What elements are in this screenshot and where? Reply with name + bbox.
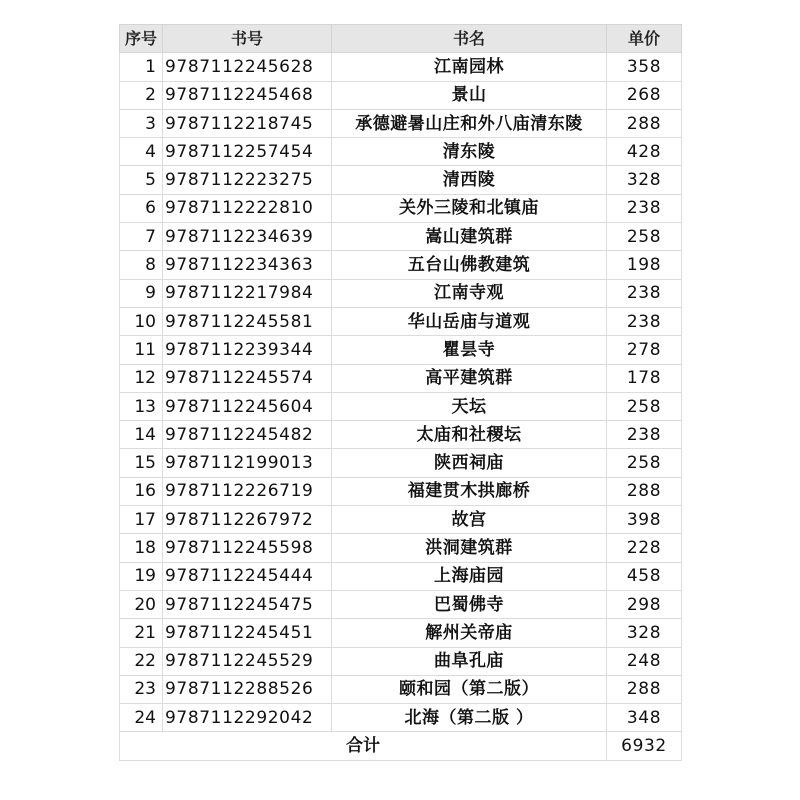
- header-row: [120, 25, 682, 53]
- cell-price: 238: [607, 421, 682, 449]
- cell-isbn: 9787112234639: [163, 223, 332, 251]
- cell-isbn: 9787112257454: [163, 138, 332, 166]
- cell-isbn: 9787112234363: [163, 251, 332, 279]
- cell-isbn: 9787112245604: [163, 392, 332, 420]
- cell-price: 398: [607, 506, 682, 534]
- cell-price: 288: [607, 109, 682, 137]
- cell-name: 北海（第二版 ）: [332, 704, 607, 732]
- cell-isbn: 9787112226719: [163, 477, 332, 505]
- cell-isbn: 9787112292042: [163, 704, 332, 732]
- cell-isbn: 9787112245482: [163, 421, 332, 449]
- total-label: 合计: [120, 732, 607, 761]
- header-name: 书名: [332, 25, 607, 53]
- table-row: [120, 506, 682, 534]
- cell-price: 348: [607, 704, 682, 732]
- cell-isbn: 9787112245475: [163, 590, 332, 618]
- cell-price: 458: [607, 562, 682, 590]
- cell-no: 19: [120, 562, 163, 590]
- cell-no: 24: [120, 704, 163, 732]
- cell-price: 298: [607, 590, 682, 618]
- table-row: [120, 166, 682, 194]
- cell-name: 巴蜀佛寺: [332, 590, 607, 618]
- cell-price: 328: [607, 166, 682, 194]
- cell-isbn: 9787112245598: [163, 534, 332, 562]
- cell-isbn: 9787112239344: [163, 336, 332, 364]
- spreadsheet: [119, 24, 682, 761]
- cell-name: 关外三陵和北镇庙: [332, 194, 607, 222]
- cell-name: 承德避暑山庄和外八庙清东陵: [332, 109, 607, 137]
- table-row: [120, 590, 682, 618]
- table-row: [120, 251, 682, 279]
- cell-price: 228: [607, 534, 682, 562]
- cell-price: 238: [607, 307, 682, 335]
- cell-price: 258: [607, 392, 682, 420]
- cell-no: 11: [120, 336, 163, 364]
- table-body: [120, 53, 682, 732]
- cell-name: 清西陵: [332, 166, 607, 194]
- cell-name: 嵩山建筑群: [332, 223, 607, 251]
- cell-name: 江南寺观: [332, 279, 607, 307]
- cell-price: 288: [607, 477, 682, 505]
- table-row: [120, 619, 682, 647]
- cell-isbn: 9787112223275: [163, 166, 332, 194]
- table-row: [120, 562, 682, 590]
- cell-name: 清东陵: [332, 138, 607, 166]
- cell-isbn: 9787112217984: [163, 279, 332, 307]
- cell-price: 248: [607, 647, 682, 675]
- cell-no: 22: [120, 647, 163, 675]
- cell-no: 15: [120, 449, 163, 477]
- cell-isbn: 9787112222810: [163, 194, 332, 222]
- cell-isbn: 9787112245628: [163, 53, 332, 81]
- cell-name: 瞿昙寺: [332, 336, 607, 364]
- total-value: 6932: [607, 732, 682, 761]
- cell-isbn: 9787112218745: [163, 109, 332, 137]
- table-row: [120, 421, 682, 449]
- table-row: [120, 534, 682, 562]
- table-row: [120, 449, 682, 477]
- cell-isbn: 9787112288526: [163, 675, 332, 703]
- cell-isbn: 9787112245468: [163, 81, 332, 109]
- cell-no: 21: [120, 619, 163, 647]
- cell-isbn: 9787112245444: [163, 562, 332, 590]
- cell-price: 268: [607, 81, 682, 109]
- cell-name: 高平建筑群: [332, 364, 607, 392]
- cell-no: 6: [120, 194, 163, 222]
- cell-price: 278: [607, 336, 682, 364]
- cell-isbn: 9787112245574: [163, 364, 332, 392]
- cell-isbn: 9787112245451: [163, 619, 332, 647]
- cell-price: 178: [607, 364, 682, 392]
- cell-no: 16: [120, 477, 163, 505]
- cell-isbn: 9787112245529: [163, 647, 332, 675]
- cell-no: 3: [120, 109, 163, 137]
- cell-isbn: 9787112245581: [163, 307, 332, 335]
- cell-price: 258: [607, 223, 682, 251]
- book-price-table: [119, 24, 682, 761]
- cell-no: 20: [120, 590, 163, 618]
- cell-price: 428: [607, 138, 682, 166]
- cell-no: 8: [120, 251, 163, 279]
- cell-name: 江南园林: [332, 53, 607, 81]
- cell-no: 13: [120, 392, 163, 420]
- cell-no: 14: [120, 421, 163, 449]
- cell-price: 358: [607, 53, 682, 81]
- cell-no: 5: [120, 166, 163, 194]
- table-row: [120, 477, 682, 505]
- table-row: [120, 307, 682, 335]
- cell-price: 328: [607, 619, 682, 647]
- table-row: [120, 392, 682, 420]
- table-row: [120, 336, 682, 364]
- cell-no: 17: [120, 506, 163, 534]
- table-row: [120, 223, 682, 251]
- header-no: 序号: [120, 25, 163, 53]
- cell-name: 天坛: [332, 392, 607, 420]
- cell-no: 4: [120, 138, 163, 166]
- cell-name: 解州关帝庙: [332, 619, 607, 647]
- cell-price: 238: [607, 194, 682, 222]
- table-row: [120, 279, 682, 307]
- header-isbn: 书号: [163, 25, 332, 53]
- cell-name: 五台山佛教建筑: [332, 251, 607, 279]
- cell-no: 7: [120, 223, 163, 251]
- cell-no: 2: [120, 81, 163, 109]
- table-row: [120, 704, 682, 732]
- cell-name: 华山岳庙与道观: [332, 307, 607, 335]
- cell-price: 258: [607, 449, 682, 477]
- cell-price: 288: [607, 675, 682, 703]
- cell-name: 景山: [332, 81, 607, 109]
- table-row: [120, 364, 682, 392]
- cell-price: 198: [607, 251, 682, 279]
- cell-no: 12: [120, 364, 163, 392]
- cell-name: 颐和园（第二版）: [332, 675, 607, 703]
- cell-no: 9: [120, 279, 163, 307]
- cell-no: 10: [120, 307, 163, 335]
- cell-name: 曲阜孔庙: [332, 647, 607, 675]
- cell-isbn: 9787112199013: [163, 449, 332, 477]
- table-row: [120, 138, 682, 166]
- total-row: [120, 732, 682, 761]
- cell-no: 23: [120, 675, 163, 703]
- cell-isbn: 9787112267972: [163, 506, 332, 534]
- cell-name: 上海庙园: [332, 562, 607, 590]
- table-row: [120, 647, 682, 675]
- table-row: [120, 194, 682, 222]
- header-price: 单价: [607, 25, 682, 53]
- cell-name: 太庙和社稷坛: [332, 421, 607, 449]
- table-row: [120, 109, 682, 137]
- cell-no: 18: [120, 534, 163, 562]
- table-row: [120, 81, 682, 109]
- cell-name: 洪洞建筑群: [332, 534, 607, 562]
- table-row: [120, 53, 682, 81]
- cell-price: 238: [607, 279, 682, 307]
- table-row: [120, 675, 682, 703]
- cell-name: 福建贯木拱廊桥: [332, 477, 607, 505]
- cell-name: 陕西祠庙: [332, 449, 607, 477]
- cell-no: 1: [120, 53, 163, 81]
- cell-name: 故宫: [332, 506, 607, 534]
